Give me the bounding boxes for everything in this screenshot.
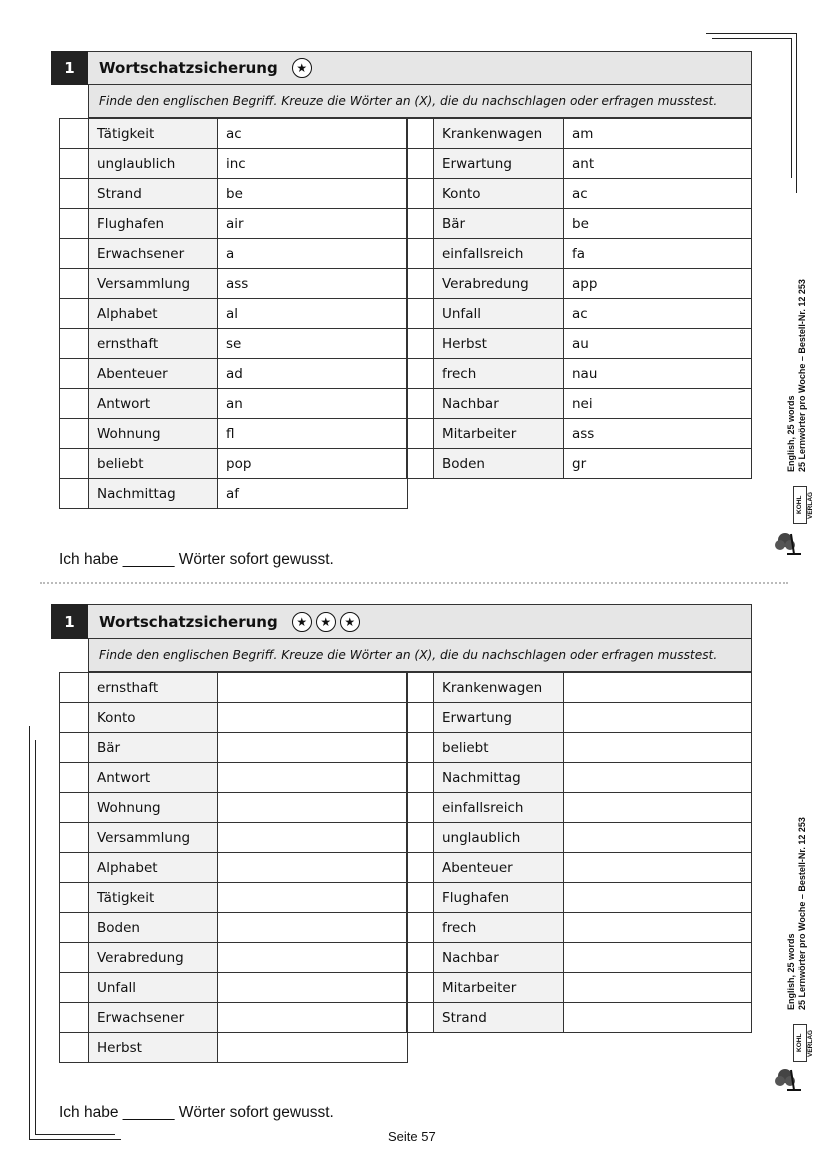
table-row [60, 149, 408, 179]
table-row [60, 179, 408, 209]
checkbox-cell[interactable] [60, 1003, 89, 1033]
corner-line-top-v1 [796, 33, 797, 193]
checkbox-cell[interactable] [407, 1003, 434, 1033]
german-word-cell: Flughafen [434, 883, 564, 913]
checkbox-cell[interactable] [60, 673, 89, 703]
checkbox-cell[interactable] [60, 149, 89, 179]
table-row [60, 883, 408, 913]
checkbox-cell[interactable] [60, 479, 89, 509]
result-sentence: Ich habe ______ Wörter sofort gewusst. [59, 551, 334, 568]
checkbox-cell[interactable] [407, 823, 434, 853]
table-row [407, 359, 752, 389]
checkbox-cell[interactable] [407, 763, 434, 793]
sidebar-line2: 25 Lernwörter pro Woche – Bestell-Nr. 12 253 [797, 817, 807, 1010]
result-sentence: Ich habe ______ Wörter sofort gewusst. [59, 1104, 334, 1121]
table-row [60, 733, 408, 763]
table-row [407, 1003, 752, 1033]
table-row [60, 973, 408, 1003]
checkbox-cell[interactable] [60, 943, 89, 973]
english-word-cell[interactable]: a [218, 239, 408, 269]
checkbox-cell[interactable] [60, 703, 89, 733]
star-icon: ★ [340, 612, 360, 632]
checkbox-cell[interactable] [407, 179, 434, 209]
english-word-cell[interactable]: nei [564, 389, 752, 419]
english-word-cell[interactable] [564, 703, 752, 733]
german-word-cell: Erwachsener [89, 239, 218, 269]
english-word-cell[interactable]: al [218, 299, 408, 329]
exercise-title-bar [88, 51, 752, 85]
checkbox-cell[interactable] [407, 269, 434, 299]
german-word-cell: Unfall [434, 299, 564, 329]
table-row [60, 209, 408, 239]
table-row [407, 733, 752, 763]
table-row [407, 913, 752, 943]
german-word-cell: Verabredung [89, 943, 218, 973]
corner-line-top-h1 [706, 33, 797, 34]
english-word-cell[interactable]: be [564, 209, 752, 239]
german-word-cell: Alphabet [89, 853, 218, 883]
table-row [60, 329, 408, 359]
german-word-cell: Konto [89, 703, 218, 733]
english-word-cell[interactable] [564, 673, 752, 703]
exercise-title: Wortschatzsicherung [99, 612, 278, 631]
table-row [60, 1033, 408, 1063]
corner-line-bottom-h2 [35, 1134, 115, 1135]
checkbox-cell[interactable] [60, 733, 89, 763]
tree-logo-icon [774, 1066, 804, 1092]
table-row [407, 673, 752, 703]
german-word-cell: Mitarbeiter [434, 419, 564, 449]
english-word-cell[interactable]: am [564, 119, 752, 149]
english-word-cell[interactable]: ac [218, 119, 408, 149]
checkbox-cell[interactable] [407, 733, 434, 763]
checkbox-cell[interactable] [60, 239, 89, 269]
german-word-cell: Nachmittag [89, 479, 218, 509]
english-word-cell[interactable] [218, 1033, 408, 1063]
checkbox-cell[interactable] [60, 823, 89, 853]
german-word-cell: Bär [89, 733, 218, 763]
checkbox-cell[interactable] [407, 119, 434, 149]
sidebar-text-top [786, 279, 808, 472]
checkbox-cell[interactable] [60, 853, 89, 883]
german-word-cell: Tätigkeit [89, 119, 218, 149]
english-word-cell[interactable] [218, 1003, 408, 1033]
german-word-cell: einfallsreich [434, 793, 564, 823]
english-word-cell[interactable] [564, 913, 752, 943]
english-word-cell[interactable] [218, 913, 408, 943]
english-word-cell[interactable]: ass [564, 419, 752, 449]
english-word-cell[interactable]: ac [564, 179, 752, 209]
english-word-cell[interactable]: an [218, 389, 408, 419]
checkbox-cell[interactable] [407, 913, 434, 943]
checkbox-cell[interactable] [407, 149, 434, 179]
german-word-cell: unglaublich [89, 149, 218, 179]
table-row [407, 943, 752, 973]
english-word-cell[interactable] [218, 673, 408, 703]
english-word-cell[interactable] [564, 973, 752, 1003]
checkbox-cell[interactable] [60, 419, 89, 449]
table-row [407, 149, 752, 179]
english-word-cell[interactable]: ad [218, 359, 408, 389]
table-row [407, 179, 752, 209]
table-row [407, 299, 752, 329]
publisher-logo: KOHL VERLAG [793, 1024, 807, 1062]
tree-logo-icon [774, 530, 804, 556]
english-word-cell[interactable]: au [564, 329, 752, 359]
german-word-cell: Nachbar [434, 943, 564, 973]
english-word-cell[interactable] [218, 703, 408, 733]
checkbox-cell[interactable] [60, 913, 89, 943]
english-word-cell[interactable] [564, 1003, 752, 1033]
german-word-cell: Strand [434, 1003, 564, 1033]
instruction: Finde den englischen Begriff. Kreuze die Wörter an (X), die du nachschlagen oder erfragen musstest. [88, 639, 752, 672]
english-word-cell[interactable] [564, 943, 752, 973]
german-word-cell: Abenteuer [89, 359, 218, 389]
table-row [407, 853, 752, 883]
star-icon: ★ [292, 612, 312, 632]
table-row [60, 823, 408, 853]
english-word-cell[interactable]: se [218, 329, 408, 359]
table-row [407, 449, 752, 479]
cut-line [40, 582, 788, 584]
german-word-cell: Erwachsener [89, 1003, 218, 1033]
checkbox-cell[interactable] [407, 329, 434, 359]
english-word-cell[interactable] [218, 823, 408, 853]
english-word-cell[interactable] [564, 823, 752, 853]
german-word-cell: ernsthaft [89, 329, 218, 359]
exercise-number: 1 [51, 51, 88, 85]
star-icon: ★ [292, 58, 312, 78]
english-word-cell[interactable] [218, 763, 408, 793]
checkbox-cell[interactable] [60, 883, 89, 913]
german-word-cell: ernsthaft [89, 673, 218, 703]
german-word-cell: Bär [434, 209, 564, 239]
checkbox-cell[interactable] [407, 209, 434, 239]
table-row [407, 119, 752, 149]
german-word-cell: Nachmittag [434, 763, 564, 793]
checkbox-cell[interactable] [60, 179, 89, 209]
german-word-cell: beliebt [434, 733, 564, 763]
checkbox-cell[interactable] [60, 763, 89, 793]
german-word-cell: Konto [434, 179, 564, 209]
publisher-logo: KOHL VERLAG [793, 486, 807, 524]
english-word-cell[interactable] [218, 883, 408, 913]
vocab-table-right [406, 672, 752, 1033]
german-word-cell: Krankenwagen [434, 119, 564, 149]
checkbox-cell[interactable] [60, 209, 89, 239]
table-row [60, 943, 408, 973]
german-word-cell: Wohnung [89, 793, 218, 823]
sidebar-line1: English, 25 words [786, 933, 796, 1010]
sidebar-line2: 25 Lernwörter pro Woche – Bestell-Nr. 12 253 [797, 279, 807, 472]
german-word-cell: Versammlung [89, 269, 218, 299]
corner-line-top-v2 [791, 38, 792, 178]
table-row [407, 389, 752, 419]
table-row [407, 793, 752, 823]
corner-line-top-h2 [712, 38, 792, 39]
german-word-cell: frech [434, 359, 564, 389]
corner-line-bottom-h1 [29, 1139, 121, 1140]
star-icon: ★ [316, 612, 336, 632]
table-row [407, 823, 752, 853]
checkbox-cell[interactable] [407, 299, 434, 329]
english-word-cell[interactable]: pop [218, 449, 408, 479]
german-word-cell: Tätigkeit [89, 883, 218, 913]
checkbox-cell[interactable] [407, 943, 434, 973]
german-word-cell: Antwort [89, 389, 218, 419]
german-word-cell: beliebt [89, 449, 218, 479]
german-word-cell: Boden [89, 913, 218, 943]
exercise-title: Wortschatzsicherung [99, 59, 278, 77]
table-row [60, 793, 408, 823]
corner-line-bottom-v2 [35, 740, 36, 1135]
sidebar-line1: English, 25 words [786, 395, 796, 472]
english-word-cell[interactable] [564, 793, 752, 823]
table-row [60, 119, 408, 149]
german-word-cell: Wohnung [89, 419, 218, 449]
page-number: Seite 57 [388, 1129, 436, 1144]
english-word-cell[interactable] [218, 733, 408, 763]
checkbox-cell[interactable] [407, 703, 434, 733]
table-row [407, 419, 752, 449]
exercise-title-bar [88, 604, 752, 639]
checkbox-cell[interactable] [407, 793, 434, 823]
table-row [60, 1003, 408, 1033]
table-row [407, 973, 752, 1003]
english-word-cell[interactable] [564, 853, 752, 883]
table-row [407, 269, 752, 299]
corner-line-bottom-v1 [29, 726, 30, 1140]
table-row [407, 703, 752, 733]
checkbox-cell[interactable] [60, 389, 89, 419]
german-word-cell: Nachbar [434, 389, 564, 419]
table-row [407, 209, 752, 239]
table-row [60, 359, 408, 389]
table-row [407, 883, 752, 913]
german-word-cell: Krankenwagen [434, 673, 564, 703]
english-word-cell[interactable] [218, 943, 408, 973]
german-word-cell: Antwort [89, 763, 218, 793]
english-word-cell[interactable] [218, 853, 408, 883]
sidebar-text-bottom [786, 817, 808, 1010]
english-word-cell[interactable]: fa [564, 239, 752, 269]
checkbox-cell[interactable] [407, 673, 434, 703]
table-row [407, 239, 752, 269]
english-word-cell[interactable] [218, 793, 408, 823]
vocab-table-right [406, 118, 752, 479]
checkbox-cell[interactable] [407, 973, 434, 1003]
english-word-cell[interactable]: ass [218, 269, 408, 299]
table-row [60, 449, 408, 479]
table-row [60, 389, 408, 419]
table-row [60, 419, 408, 449]
english-word-cell[interactable]: fl [218, 419, 408, 449]
german-word-cell: Verabredung [434, 269, 564, 299]
english-word-cell[interactable]: inc [218, 149, 408, 179]
vocab-table-left [59, 672, 408, 1063]
german-word-cell: Strand [89, 179, 218, 209]
checkbox-cell[interactable] [407, 359, 434, 389]
checkbox-cell[interactable] [60, 359, 89, 389]
english-word-cell[interactable] [564, 883, 752, 913]
table-row [60, 673, 408, 703]
vocab-table-left [59, 118, 408, 509]
german-word-cell: Unfall [89, 973, 218, 1003]
table-row [60, 299, 408, 329]
german-word-cell: frech [434, 913, 564, 943]
german-word-cell: unglaublich [434, 823, 564, 853]
english-word-cell[interactable] [564, 733, 752, 763]
english-word-cell[interactable] [564, 763, 752, 793]
english-word-cell[interactable]: app [564, 269, 752, 299]
german-word-cell: Versammlung [89, 823, 218, 853]
checkbox-cell[interactable] [407, 419, 434, 449]
english-word-cell[interactable]: air [218, 209, 408, 239]
table-row [60, 239, 408, 269]
checkbox-cell[interactable] [60, 299, 89, 329]
table-row [60, 913, 408, 943]
checkbox-cell[interactable] [60, 973, 89, 1003]
german-word-cell: einfallsreich [434, 239, 564, 269]
english-word-cell[interactable]: af [218, 479, 408, 509]
checkbox-cell[interactable] [60, 793, 89, 823]
german-word-cell: Flughafen [89, 209, 218, 239]
table-row [60, 763, 408, 793]
checkbox-cell[interactable] [60, 329, 89, 359]
checkbox-cell[interactable] [60, 449, 89, 479]
checkbox-cell[interactable] [407, 883, 434, 913]
german-word-cell: Abenteuer [434, 853, 564, 883]
checkbox-cell[interactable] [407, 239, 434, 269]
english-word-cell[interactable]: ac [564, 299, 752, 329]
english-word-cell[interactable]: ant [564, 149, 752, 179]
german-word-cell: Erwartung [434, 149, 564, 179]
german-word-cell: Erwartung [434, 703, 564, 733]
german-word-cell: Alphabet [89, 299, 218, 329]
table-row [407, 763, 752, 793]
english-word-cell[interactable]: gr [564, 449, 752, 479]
table-row [60, 269, 408, 299]
table-row [60, 703, 408, 733]
english-word-cell[interactable]: be [218, 179, 408, 209]
german-word-cell: Boden [434, 449, 564, 479]
table-row [60, 479, 408, 509]
checkbox-cell[interactable] [407, 449, 434, 479]
checkbox-cell[interactable] [60, 1033, 89, 1063]
checkbox-cell[interactable] [407, 389, 434, 419]
german-word-cell: Herbst [89, 1033, 218, 1063]
checkbox-cell[interactable] [60, 119, 89, 149]
exercise-number: 1 [51, 604, 88, 639]
german-word-cell: Mitarbeiter [434, 973, 564, 1003]
english-word-cell[interactable] [218, 973, 408, 1003]
table-row [407, 329, 752, 359]
table-row [60, 853, 408, 883]
checkbox-cell[interactable] [60, 269, 89, 299]
english-word-cell[interactable]: nau [564, 359, 752, 389]
german-word-cell: Herbst [434, 329, 564, 359]
checkbox-cell[interactable] [407, 853, 434, 883]
instruction: Finde den englischen Begriff. Kreuze die Wörter an (X), die du nachschlagen oder erfragen musstest. [88, 85, 752, 118]
